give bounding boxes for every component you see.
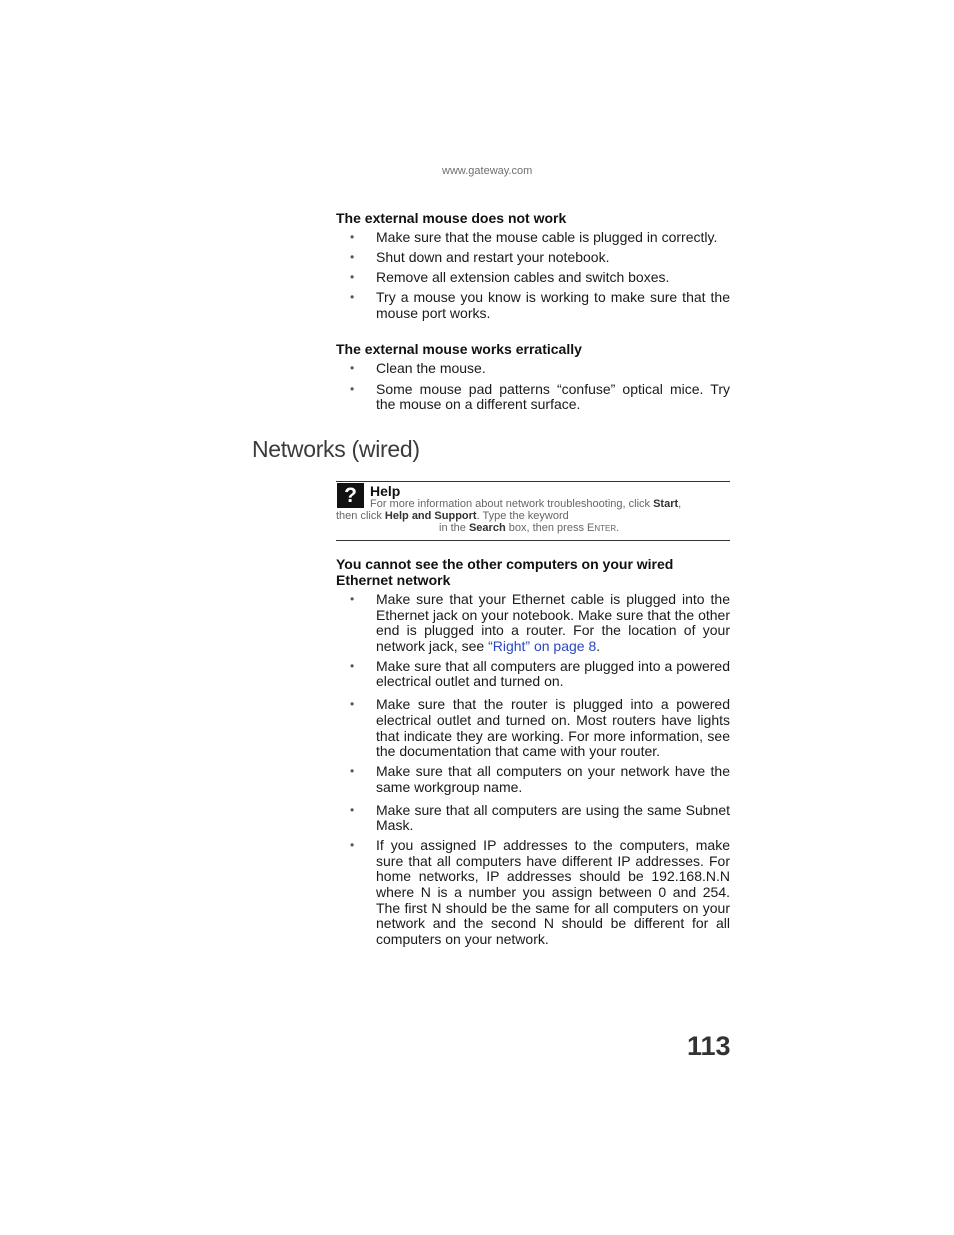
ethernet-list xyxy=(336,592,730,947)
start-keyword: Start xyxy=(653,498,679,510)
ethernet-heading: You cannot see the other computers on your wired Ethernet network xyxy=(336,556,674,588)
enter-key-label: ENTER. xyxy=(587,522,620,534)
list-item: • Some mouse pad patterns “confuse” optical mice. Try the mouse on a different surface. xyxy=(350,380,730,413)
help-line-3: in the Search box, then press ENTER. xyxy=(439,522,620,534)
mouse-erratic-list xyxy=(336,361,730,413)
right-page-8-link[interactable]: “Right” on page 8 xyxy=(488,637,597,654)
ethernet-section xyxy=(336,556,730,947)
question-icon: ? xyxy=(337,483,364,508)
help-title: Help xyxy=(370,483,401,499)
bullet-icon: • xyxy=(350,658,355,673)
bullet-icon: • xyxy=(350,289,355,304)
bullet-icon: • xyxy=(350,697,355,712)
bullet-icon: • xyxy=(350,838,355,853)
bullet-icon: • xyxy=(350,381,355,396)
help-line-2: then click Help and Support. Type the keyword xyxy=(336,510,569,522)
help-and-support-keyword: Help and Support xyxy=(384,510,477,522)
search-keyword: Search xyxy=(468,522,506,534)
list-item: • Make sure that your Ethernet cable is plugged into the Ethernet jack on your notebook. Make sure that the other end is plugged into a router. For the location of your network jack, see “Right” on page 8. xyxy=(350,591,730,654)
mouse-erratic-section xyxy=(336,341,730,413)
bullet-icon: • xyxy=(350,269,355,284)
mouse-not-work-section xyxy=(336,210,730,321)
page-number: 113 xyxy=(687,1031,731,1061)
list-item: • Shut down and restart your notebook. xyxy=(350,248,610,265)
mouse-not-work-list xyxy=(336,230,730,321)
list-item: • Try a mouse you know is working to make sure that the mouse port works. xyxy=(350,288,730,321)
list-item: • Make sure that the router is plugged into a powered electrical outlet and turned on. Most routers have lights that indicate they are working. For more information, see the documentation that came with your router. xyxy=(350,696,730,760)
bullet-icon: • xyxy=(350,592,355,606)
list-item: • Make sure that the mouse cable is plugged in correctly. xyxy=(350,229,718,245)
help-box xyxy=(336,481,730,541)
bullet-icon: • xyxy=(350,802,355,817)
mouse-not-work-heading: The external mouse does not work xyxy=(336,210,567,226)
mouse-erratic-heading: The external mouse works erratically xyxy=(336,341,582,357)
bullet-icon: • xyxy=(350,230,355,244)
bullet-icon: • xyxy=(350,361,355,375)
list-item: • Make sure that all computers on your network have the same workgroup name. xyxy=(350,763,730,795)
list-item: • Make sure that all computers are plugged into a powered electrical outlet and turned on. xyxy=(350,657,730,690)
list-item: • Clean the mouse. xyxy=(350,360,486,376)
list-item: • Remove all extension cables and switch boxes. xyxy=(350,268,670,285)
help-line-1: For more information about network troubleshooting, click Start, xyxy=(370,498,682,510)
website-url: www.gateway.com xyxy=(442,165,533,177)
bullet-icon: • xyxy=(350,249,355,264)
section-title: Networks (wired) xyxy=(252,436,420,462)
list-item: • Make sure that all computers are using the same Subnet Mask. xyxy=(350,801,730,834)
list-item: • If you assigned IP addresses to the computers, make sure that all computers have different IP addresses. For home networks, IP addresses should be 192.168.N.N where N is a number you assign between 0 and 254. The first N should be the same for all computers on your network and the second N should be different for all computers on your network. xyxy=(350,837,730,947)
help-text xyxy=(336,498,730,535)
bullet-icon: • xyxy=(350,764,355,779)
